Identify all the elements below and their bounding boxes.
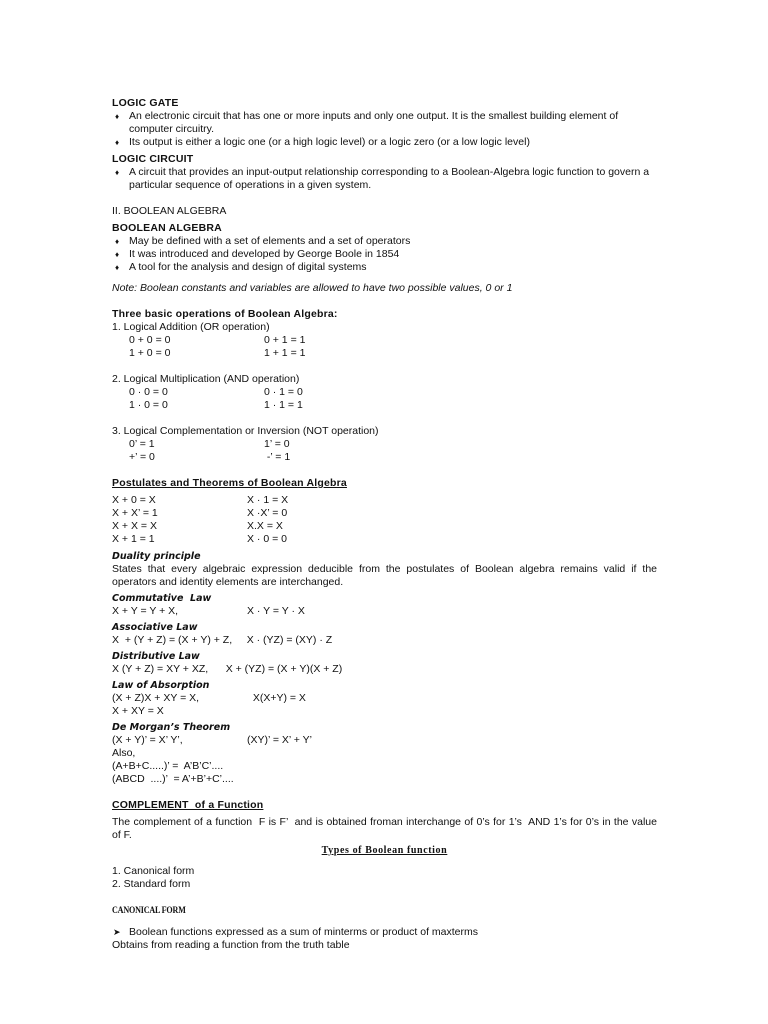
duality-text: States that every algebraic expression deducible from the postulates of Boolean algebra remains valid if the operators and identity elements are interchanged. bbox=[112, 563, 657, 588]
equation: X · 1 = X bbox=[247, 494, 289, 506]
list-item: ♦ It was introduced and developed by George Boole in 1854 bbox=[112, 248, 657, 261]
logic-gate-heading: LOGIC GATE bbox=[112, 97, 179, 109]
equation: X + X’ = 1 bbox=[112, 507, 158, 519]
postulates-table bbox=[112, 494, 657, 546]
also-label: Also, bbox=[112, 747, 136, 759]
associative-law-heading: Associative Law bbox=[112, 622, 198, 633]
equation: 0’ = 1 bbox=[129, 438, 155, 450]
document-page bbox=[112, 97, 660, 952]
equation: X + Y = Y + X, bbox=[112, 605, 179, 617]
list-item: ➤ Boolean functions expressed as a sum of minterms or product of maxterms bbox=[112, 926, 657, 939]
basic-operations-heading: Three basic operations of Boolean Algebra: bbox=[112, 308, 338, 320]
equation: -’ = 1 bbox=[264, 451, 291, 463]
equation: (X + Z)X + XY = X, bbox=[112, 692, 200, 704]
list-item: ♦ A circuit that provides an input-output relationship corresponding to a Boolean-Algebra logic function to govern a particular sequence of operations in a given system. bbox=[112, 166, 657, 192]
equation: X · Y = Y · X bbox=[247, 605, 305, 617]
logic-circuit-bullets bbox=[112, 166, 657, 192]
list-item: ♦ May be defined with a set of elements and a set of operators bbox=[112, 235, 657, 248]
equation: X + 0 = X bbox=[112, 494, 156, 506]
not-operation-block bbox=[112, 425, 657, 464]
note-text: Note: Boolean constants and variables are allowed to have two possible values, 0 or 1 bbox=[112, 282, 513, 294]
list-item: ♦ An electronic circuit that has one or more inputs and only one output. It is the smallest building element of computer circuitry. bbox=[112, 110, 657, 136]
equation: X (Y + Z) = XY + XZ, X + (YZ) = (X + Y)(X + Z) bbox=[112, 663, 343, 675]
equation: 0 · 0 = 0 bbox=[129, 386, 168, 398]
equation: X(X+Y) = X bbox=[247, 692, 306, 704]
equation: 1 · 1 = 1 bbox=[264, 399, 303, 411]
equation: (ABCD ....)’ = A’+B’+C’.... bbox=[112, 773, 234, 785]
logic-gate-bullets bbox=[112, 110, 657, 149]
list-item: ♦ Its output is either a logic one (or a high logic level) or a logic zero (or a low logic level) bbox=[112, 136, 657, 149]
equation: X + X = X bbox=[112, 520, 157, 532]
list-item: 1. Canonical form bbox=[112, 865, 195, 877]
or-operation-block bbox=[112, 321, 657, 360]
equation: (A+B+C.....)’ = A’B’C’.... bbox=[112, 760, 224, 772]
boolean-algebra-heading: BOOLEAN ALGEBRA bbox=[112, 222, 222, 234]
boolean-algebra-bullets bbox=[112, 235, 657, 274]
duality-heading: Duality principle bbox=[112, 551, 201, 562]
equation: X ·X’ = 0 bbox=[247, 507, 288, 519]
equation: 1 + 1 = 1 bbox=[264, 347, 306, 359]
operation-title: 3. Logical Complementation or Inversion (NOT operation) bbox=[112, 425, 379, 437]
absorption-law-heading: Law of Absorption bbox=[112, 680, 210, 691]
postulates-heading: Postulates and Theorems of Boolean Algebra bbox=[112, 477, 347, 489]
logic-circuit-heading: LOGIC CIRCUIT bbox=[112, 153, 194, 165]
complement-text: The complement of a function F is F’ and is obtained froman interchange of 0’s for 1’s AND 1’s for 0’s in the value of F. bbox=[112, 816, 660, 841]
equation: 1’ = 0 bbox=[264, 438, 290, 450]
and-operation-block bbox=[112, 373, 657, 412]
equation: 0 · 1 = 0 bbox=[264, 386, 303, 398]
equation: X + (Y + Z) = (X + Y) + Z, X · (YZ) = (XY) · Z bbox=[112, 634, 333, 646]
equation: 1 + 0 = 0 bbox=[129, 347, 171, 359]
equation: (XY)’ = X’ + Y’ bbox=[247, 734, 312, 746]
canonical-text: Obtains from reading a function from the truth table bbox=[112, 939, 350, 951]
equation: X · 0 = 0 bbox=[247, 533, 287, 545]
distributive-law-heading: Distributive Law bbox=[112, 651, 200, 662]
operation-title: 1. Logical Addition (OR operation) bbox=[112, 321, 270, 333]
operation-title: 2. Logical Multiplication (AND operation) bbox=[112, 373, 300, 385]
equation: X.X = X bbox=[247, 520, 283, 532]
equation: X + XY = X bbox=[112, 705, 164, 717]
equation: (X + Y)’ = X’ Y’, bbox=[112, 734, 183, 746]
types-heading: Types of Boolean function bbox=[321, 845, 448, 856]
list-item: ♦ A tool for the analysis and design of digital systems bbox=[112, 261, 657, 274]
equation: +’ = 0 bbox=[129, 451, 155, 463]
demorgan-heading: De Morgan’s Theorem bbox=[112, 722, 231, 733]
complement-heading: COMPLEMENT of a Function bbox=[112, 799, 264, 811]
equation: 1 · 0 = 0 bbox=[129, 399, 168, 411]
section-title: II. BOOLEAN ALGEBRA bbox=[112, 205, 227, 217]
equation: X + 1 = 1 bbox=[112, 533, 155, 545]
canonical-bullets bbox=[112, 926, 657, 939]
equation: 0 + 1 = 1 bbox=[264, 334, 306, 346]
list-item: 2. Standard form bbox=[112, 878, 191, 890]
canonical-form-heading: CANONICAL FORM bbox=[112, 906, 186, 916]
commutative-law-heading: Commutative Law bbox=[112, 593, 212, 604]
equation: 0 + 0 = 0 bbox=[129, 334, 171, 346]
